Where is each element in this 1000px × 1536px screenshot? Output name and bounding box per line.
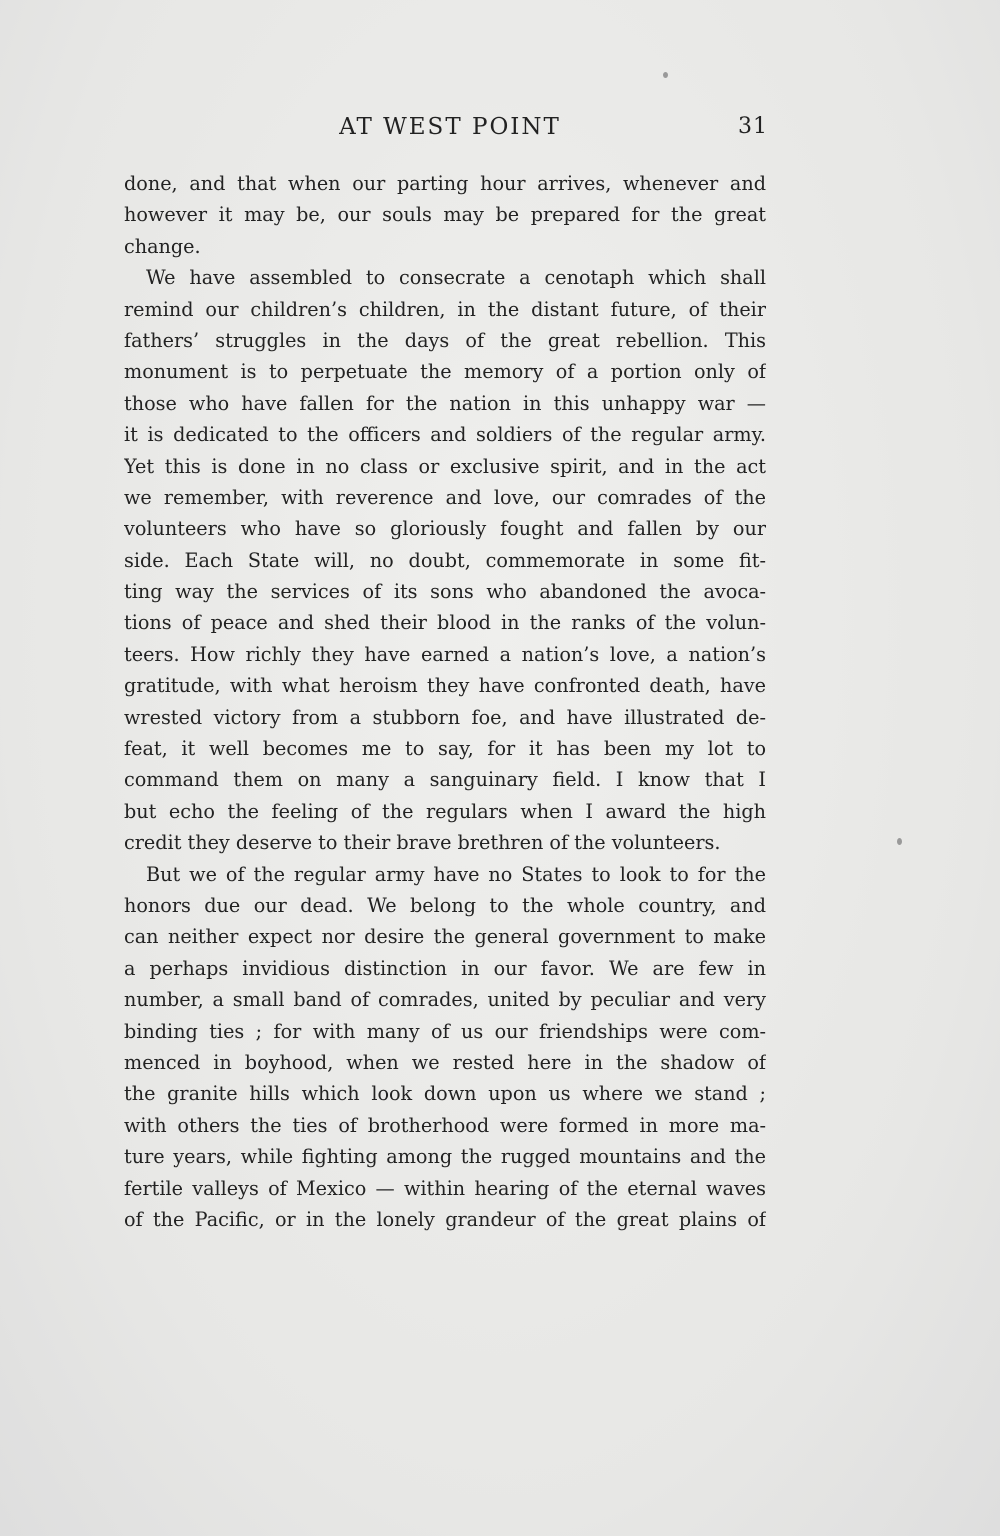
body-text [124,168,766,1235]
text-line: monument is to perpetuate the memory of a portion only of [124,360,766,384]
text-line: volunteers who have so gloriously fought and fallen by our [124,517,766,541]
text-line: ture years, while fighting among the rugged mountains and the [124,1145,766,1169]
text-line: can neither expect nor desire the general government to make [124,925,766,949]
text-line: gratitude, with what heroism they have confronted death, have [124,674,766,698]
text-line: change. [124,234,201,258]
text-line: ting way the services of its sons who abandoned the avoca- [124,580,766,604]
text-line: we remember, with reverence and love, our comrades of the [124,485,766,509]
text-line: Yet this is done in no class or exclusive spirit, and in the act [124,454,766,478]
text-line: wrested victory from a stubborn foe, and have illustrated de- [124,705,766,729]
page-number: 31 [738,114,768,139]
text-line: credit they deserve to their brave brethren of the volunteers. [124,831,721,855]
text-line: menced in boyhood, when we rested here in the shadow of [124,1050,766,1074]
text-line: We have assembled to consecrate a cenotaph which shall [146,266,766,290]
text-line: the granite hills which look down upon us where we stand ; [124,1082,766,1106]
text-line: fathers’ struggles in the days of the great rebellion. This [124,328,766,352]
text-line: command them on many a sanguinary field. I know that I [124,768,766,792]
paper-speck [663,72,668,78]
text-line: fertile valleys of Mexico — within hearing of the eternal waves [124,1176,766,1200]
text-line: side. Each State will, no doubt, commemorate in some fit- [124,548,766,572]
text-line: number, a small band of comrades, united by peculiar and very [124,988,766,1012]
text-line: it is dedicated to the officers and soldiers of the regular army. [124,423,766,447]
text-line: with others the ties of brotherhood were formed in more ma- [124,1113,766,1137]
text-line: remind our children’s children, in the distant future, of their [124,297,766,321]
text-line: a perhaps invidious distinction in our favor. We are few in [124,956,766,980]
text-line: binding ties ; for with many of us our friendships were com- [124,1019,766,1043]
text-line: tions of peace and shed their blood in the ranks of the volun- [124,611,766,635]
text-line: But we of the regular army have no States to look to for the [146,862,766,886]
text-line: done, and that when our parting hour arrives, whenever and [124,172,766,195]
running-title: AT WEST POINT [339,114,561,140]
text-line: but echo the feeling of the regulars when I award the high [124,799,766,823]
text-line: feat, it well becomes me to say, for it has been my lot to [124,737,766,761]
text-line: those who have fallen for the nation in this unhappy war — [124,391,766,415]
text-line: honors due our dead. We belong to the whole country, and [124,893,766,917]
running-head [120,110,780,146]
text-line: however it may be, our souls may be prepared for the great [124,203,766,227]
paper-speck [897,838,902,845]
text-line: teers. How richly they have earned a nation’s love, a nation’s [124,642,766,666]
text-line: of the Pacific, or in the lonely grandeur of the great plains of [124,1207,766,1231]
